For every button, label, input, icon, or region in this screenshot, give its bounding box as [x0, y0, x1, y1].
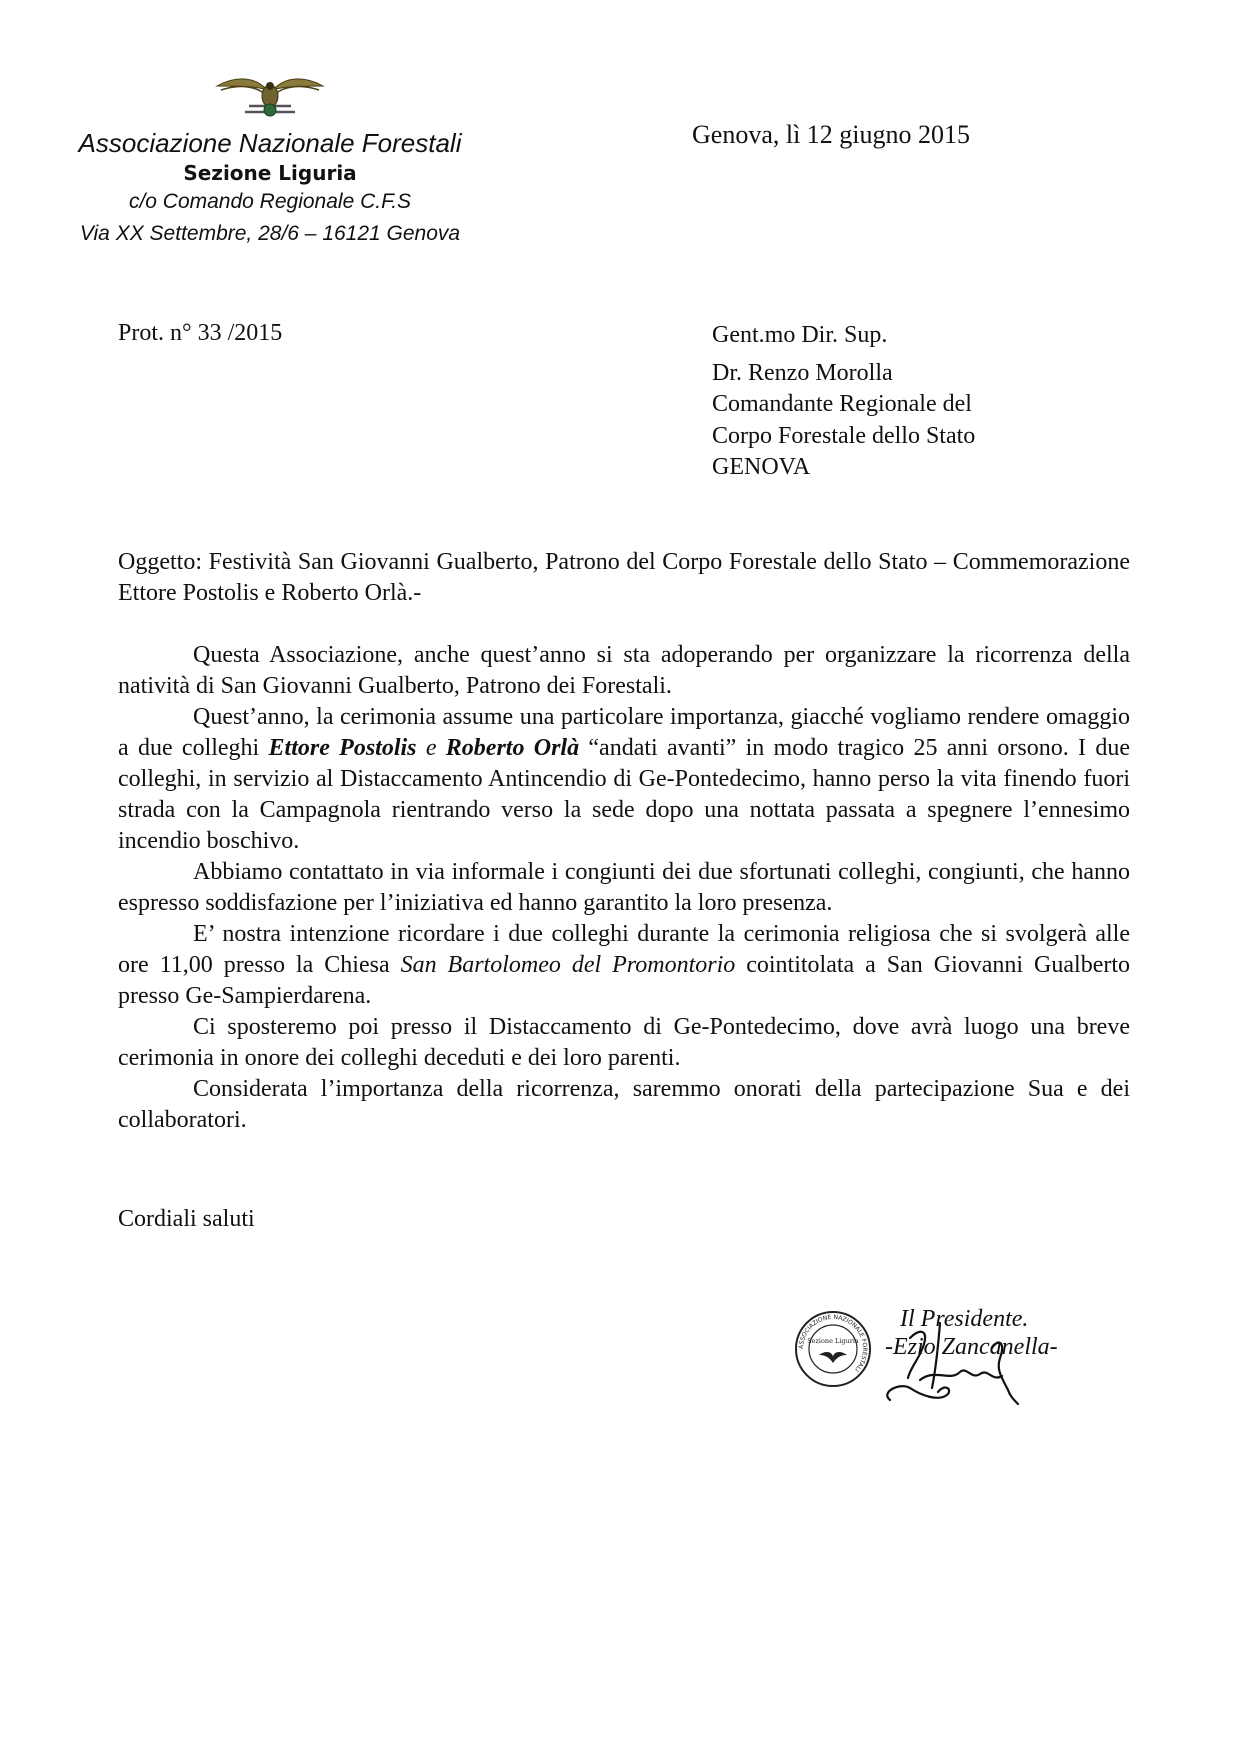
paragraph-2-text-a: Quest’anno, la cerimonia assume una particolare importanza, giacché vogliamo rendere omaggio a due colleghi	[118, 704, 1130, 761]
letterhead	[50, 72, 490, 250]
recipient-block	[712, 320, 975, 484]
paragraph-5: Ci sposteremo poi presso il Distaccamento di Ge-Pontedecimo, dove avrà luogo una breve cerimonia in onore dei colleghi deceduti e dei loro parenti.	[118, 1014, 1130, 1071]
recipient-name: Dr. Renzo Morolla	[712, 359, 893, 386]
org-name: Associazione Nazionale Forestali	[78, 128, 462, 158]
colleague-name-1: Ettore Postolis	[268, 735, 417, 761]
conjunction: e	[416, 735, 446, 761]
paragraph-3: Abbiamo contattato in via informale i congiunti dei due sfortunati colleghi, congiunti, che hanno espresso soddisfazione per l’iniziativa ed hanno garantito la loro presenza.	[118, 859, 1130, 916]
letter-date: Genova, lì 12 giugno 2015	[692, 120, 971, 149]
stamp-ring-text: ASSOCIAZIONE NAZIONALE FORESTALI	[797, 1313, 869, 1373]
paragraph-2	[118, 702, 1130, 857]
paragraph-4	[118, 919, 1130, 1012]
paragraph-6: Considerata l’importanza della ricorrenza, saremmo onorati della partecipazione Sua e dei collaboratori.	[118, 1076, 1130, 1133]
signature-name: -Ezio Zancanella-	[885, 1334, 1058, 1360]
recipient-role: Comandante Regionale del	[712, 391, 972, 417]
paragraph-4-text-a: E’ nostra intenzione ricordare i due colleghi durante la cerimonia religiosa che si svolgerà alle ore 11,00 presso la Chiesa	[118, 921, 1130, 978]
section-name: Sezione Liguria	[183, 161, 357, 185]
handwritten-signature	[880, 1318, 1040, 1408]
subject-line: Oggetto: Festività San Giovanni Gualberto, Patrono del Corpo Forestale dello Stato – Commemorazione Ettore Postolis e Roberto Orlà.-	[118, 549, 1130, 606]
protocol-number: Prot. n° 33 /2015	[118, 320, 283, 346]
recipient-org: Corpo Forestale dello Stato	[712, 422, 976, 449]
association-stamp-icon	[793, 1309, 873, 1389]
paragraph-1: Questa Associazione, anche quest’anno si sta adoperando per organizzare la ricorrenza della natività di San Giovanni Gualberto, Patrono dei Forestali.	[118, 642, 1130, 699]
address-line-1: c/o Comando Regionale C.F.S	[128, 190, 412, 213]
closing-salutation: Cordiali saluti	[118, 1206, 255, 1232]
paragraph-2-text-b: “andati avanti” in modo tragico 25 anni orsono. I due colleghi, in servizio al Distaccamento Antincendio di Ge-Pontedecimo, hanno perso la vita finendo fuori strada con la Campagnola rientrando verso la sede dopo una nottata passata a spegnere l’ennesimo incendio boschivo.	[118, 735, 1130, 854]
church-name: San Bartolomeo del Promontorio	[400, 952, 736, 978]
signature-title: Il Presidente.	[900, 1306, 1029, 1332]
letter-body	[118, 640, 1130, 1136]
recipient-city: GENOVA	[712, 454, 811, 480]
address-line-2: Via XX Settembre, 28/6 – 16121 Genova	[79, 222, 461, 245]
recipient-salutation: Gent.mo Dir. Sup.	[712, 322, 888, 348]
colleague-name-2: Roberto Orlà	[445, 735, 580, 761]
eagle-emblem-icon	[215, 72, 325, 120]
stamp-center-text: Sezione Liguria	[807, 1337, 859, 1345]
paragraph-4-text-b: cointitolata a San Giovanni Gualberto presso Ge-Sampierdarena.	[118, 952, 1131, 1009]
